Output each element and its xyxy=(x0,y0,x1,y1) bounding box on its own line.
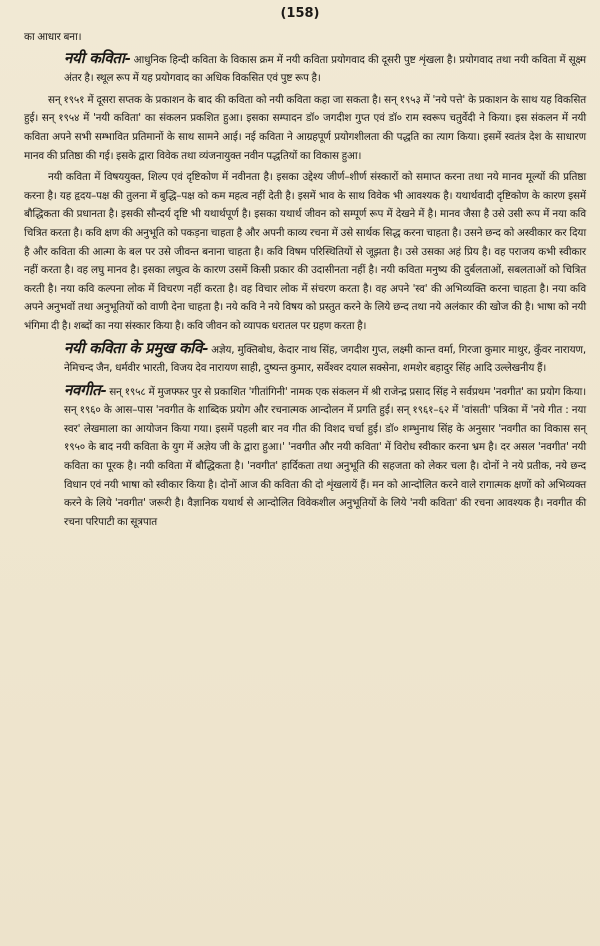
pramukh-kavi-text: अज्ञेय, मुक्तिबोध, केदार नाथ सिंह, जगदीश गुप्त, लक्ष्मी कान्त वर्मा, गिरजा कुमार माथुर, कुँवर नारायण, नेमिचन्द जैन, धर्मवीर भारती, विजय देव नारायण साही, दुष्यन्त कुमार, सर्वेश्वर दयाल सक्सेना, शमशेर बहादुर सिंह आदि उल्लेखनीय हैं। xyxy=(64,343,586,375)
intro-line: का आधार बना। xyxy=(24,31,82,43)
nayi-kavita-heading: नयी कविता- xyxy=(64,48,131,67)
navgeet-text: सन् १९५८ में मुजफ्फर पुर से प्रकाशित 'गीतांगिनी' नामक एक संकलन में श्री राजेन्द्र प्रसाद सिंह ने सर्वप्रथम 'नवगीत' का प्रयोग किया। सन् १९६० के आस–पास 'नवगीत के शाब्दिक प्रयोग और रचनात्मक आन्दोलन में प्रगति हुई। सन् १९६१–६२ में 'वांसती' पत्रिका में 'नये गीत : नया स्वर' लेखमाला का आयोजन किया गया। इसमें पहली बार नव गीत की विशद चर्चा हुई। डॉ० शम्भुनाथ सिंह के अनुसार 'नवगीत का विकास सन् १९५० के बाद नयी कविता के युग में अज्ञेय जी के द्वारा हुआ।' 'नवगीत और नयी कविता' में विरोध स्वीकार करना भ्रम है। दर असल 'नवगीत' नयी कविता का पूरक है। नयी कविता में बौद्धिकता है। 'नवगीत' हार्दिकता तथा अनुभूति की सहजता को लेकर चला है। दोनों ने नये प्रतीक, नये छन्द विधान एवं नयी भाषा को स्वीकार किया है। दोनों आज की कविता की दो शृंखलायें हैं। मन को आन्दोलित करने वाले रागात्मक क्षणों को अभिव्यक्त करने के लिये 'नवगीत' जरूरी है। वैज्ञानिक यथार्थ से आन्दोलित विवेकशील अनुभूतियों के लिये 'नयी कविता' की रचना आवश्यक है। नवगीत की रचना परिपाटी का सूत्रपात xyxy=(64,385,586,528)
pramukh-kavi-heading: नयी कविता के प्रमुख कवि- xyxy=(64,338,209,357)
pramukh-kavi-para xyxy=(24,339,586,378)
nayi-kavita-para-1 xyxy=(24,49,586,88)
page-number: (158) xyxy=(280,6,320,21)
navgeet-heading: नवगीत- xyxy=(64,380,107,399)
navgeet-para xyxy=(24,381,586,532)
nayi-kavita-para-2: सन् १९५१ में दूसरा सप्तक के प्रकाशन के बाद की कविता को नयी कविता कहा जा सकता है। सन् १९५३ में 'नये पत्ते' के प्रकाशन के साथ यह विकसित हुई। सन् १९५४ में 'नयी कविता' का संकलन प्रकशित हुआ। इसका सम्पादन डॉ० जगदीश गुप्त एवं डॉ० राम स्वरूप चतुर्वेदी ने किया। इस संकलन में नयी कविता अपने सभी सम्भावित प्रतिमानों के साथ सामने आई। नई कविता ने आग्रहपूर्ण प्रयोगशीलता की पद्धति का त्याग किया। इसमें स्वतंत्र देश के साधारण मानव की प्रतिष्ठा की गई। इसके द्वारा विवेक तथा व्यंजनायुक्त नवीन पद्धतियों का विकास हुआ। xyxy=(24,93,586,162)
nayi-kavita-text-1: आधुनिक हिन्दी कविता के विकास क्रम में नयी कविता प्रयोगवाद की दूसरी पुष्ट शृंखला है। प्रयोगवाद तथा नयी कविता में सूक्ष्म अंतर है। स्थूल रूप में यह प्रयोगवाद का अधिक विकसित एवं पुष्ट रूप है। xyxy=(64,53,586,85)
nayi-kavita-para-3: नयी कविता में विषययुक्त, शिल्प एवं दृष्टिकोण में नवीनता है। इसका उद्देश्य जीर्ण–शीर्ण संस्कारों को समाप्त करना तथा नये मानव मूल्यों की प्रतिष्ठा करना है। यह हृदय–पक्ष की तुलना में बुद्धि–पक्ष को कम महत्व नहीं देती है। इसमें भाव के साथ विवेक भी आवश्यक है। यथार्थवादी दृष्टिकोण के कारण इसमें बौद्धिकता की प्रधानता है। इसकी सौन्दर्य दृष्टि भी यथार्थपूर्ण है। इसका यथार्थ जीवन को सम्पूर्ण रूप में देखने में है। मानव जैसा है उसे उसी रूप में नया कवि चित्रित करता है। कवि क्षण की अनुभूति को पकड़ना चाहता है और अपनी काव्य रचना में उसे सार्थक सिद्ध करना चाहता है। उसने छन्द को अस्वीकार कर दिया है और कविता की आत्मा के बल पर उसे जीवन्त बनाना चाहता है। कवि विषम परिस्थितियों से जूझता है। उसे उसका अहं प्रिय है। वह पराजय कभी स्वीकार नहीं करता है। वह लघु मानव है। इसका लघुत्व के कारण उसमें किसी प्रकार की उदासीनता नहीं है। नयी कविता मनुष्य की दुर्बलताओं, सबलताओं को चित्रित करती है। नया कवि कल्पना लोक में विचरण नहीं करता है। वह विचार लोक में संचरण करता है। वह अपने 'स्व' की अभिव्यक्ति करना चाहता है। नया कवि अपने अनुभवों तथा अनुभूतियों को वाणी देना चाहता है। नये कवि ने नये विषय को प्रस्तुत करने के लिये छन्द तथा नये अलंकार की खोज की है। भाषा को नयी भंगिमा दी है। शब्दों का नया संस्कार किया है। कवि जीवन को व्यापक धरातल पर ग्रहण करता है। xyxy=(24,171,586,332)
